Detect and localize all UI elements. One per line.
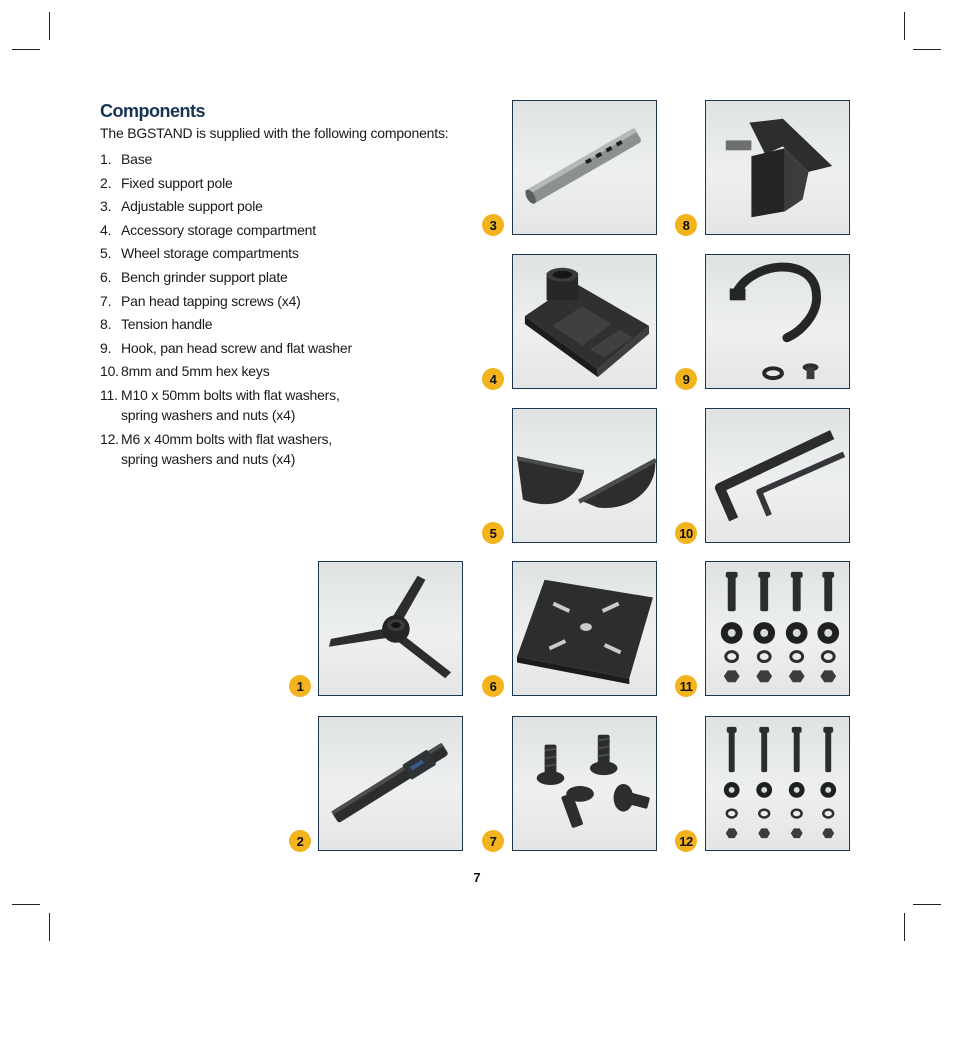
list-item: 10. 8mm and 5mm hex keys xyxy=(100,363,270,380)
photo-label-2: 2 xyxy=(289,830,311,852)
photo-label-10: 10 xyxy=(675,522,697,544)
photo-12 xyxy=(705,716,850,851)
list-item: 1. Base xyxy=(100,151,153,167)
crop-mark xyxy=(913,49,941,50)
photo-8 xyxy=(705,100,850,235)
support-plate-icon xyxy=(513,562,656,695)
crop-mark xyxy=(913,904,941,905)
hook-icon xyxy=(706,255,849,388)
list-item: 6. Bench grinder support plate xyxy=(100,268,288,285)
photo-1 xyxy=(318,561,463,696)
list-item: 4. Accessory storage compartment xyxy=(100,221,316,238)
tapping-screws-icon xyxy=(513,717,656,850)
photo-label-11: 11 xyxy=(675,675,697,697)
photo-10 xyxy=(705,408,850,543)
photo-6 xyxy=(512,561,657,696)
photo-label-7: 7 xyxy=(482,830,504,852)
components-list xyxy=(100,149,460,472)
photo-label-12: 12 xyxy=(675,830,697,852)
photo-3 xyxy=(512,100,657,235)
list-item: 9. Hook, pan head screw and flat washer xyxy=(100,339,352,356)
list-item: 7. Pan head tapping screws (x4) xyxy=(100,292,301,309)
list-item: 2. Fixed support pole xyxy=(100,174,233,191)
crop-mark xyxy=(49,12,50,40)
list-item: 3. Adjustable support pole xyxy=(100,198,263,215)
crop-mark xyxy=(49,913,50,941)
photo-label-3: 3 xyxy=(482,214,504,236)
tension-handle-icon xyxy=(706,101,849,234)
list-item: 5. Wheel storage compartments xyxy=(100,245,299,262)
photo-2 xyxy=(318,716,463,851)
photo-11 xyxy=(705,561,850,696)
page-number: 7 xyxy=(473,870,481,885)
crop-mark xyxy=(12,49,40,50)
photo-label-1: 1 xyxy=(289,675,311,697)
storage-compartment-icon xyxy=(513,255,656,388)
base-icon xyxy=(319,562,462,695)
photo-9 xyxy=(705,254,850,389)
list-item: 11. M10 x 50mm bolts with flat washers, spring washers and nuts (x4) xyxy=(100,386,340,423)
hex-keys-icon xyxy=(706,409,849,542)
adjustable-pole-icon xyxy=(513,101,656,234)
list-item: 8. Tension handle xyxy=(100,316,213,333)
photo-label-5: 5 xyxy=(482,522,504,544)
photo-label-9: 9 xyxy=(675,368,697,390)
photo-5 xyxy=(512,408,657,543)
section-intro: The BGSTAND is supplied with the following components: xyxy=(100,125,449,141)
crop-mark xyxy=(12,904,40,905)
wheel-compartments-icon xyxy=(513,409,656,542)
photo-4 xyxy=(512,254,657,389)
photo-label-6: 6 xyxy=(482,675,504,697)
list-item: 12. M6 x 40mm bolts with flat washers, spring washers and nuts (x4) xyxy=(100,430,333,467)
photo-7 xyxy=(512,716,657,851)
m6-bolts-icon xyxy=(706,717,849,850)
photo-label-4: 4 xyxy=(482,368,504,390)
crop-mark xyxy=(904,12,905,40)
fixed-pole-icon xyxy=(319,717,462,850)
m10-bolts-icon xyxy=(706,562,849,695)
section-title: Components xyxy=(100,101,205,121)
crop-mark xyxy=(904,913,905,941)
photo-label-8: 8 xyxy=(675,214,697,236)
